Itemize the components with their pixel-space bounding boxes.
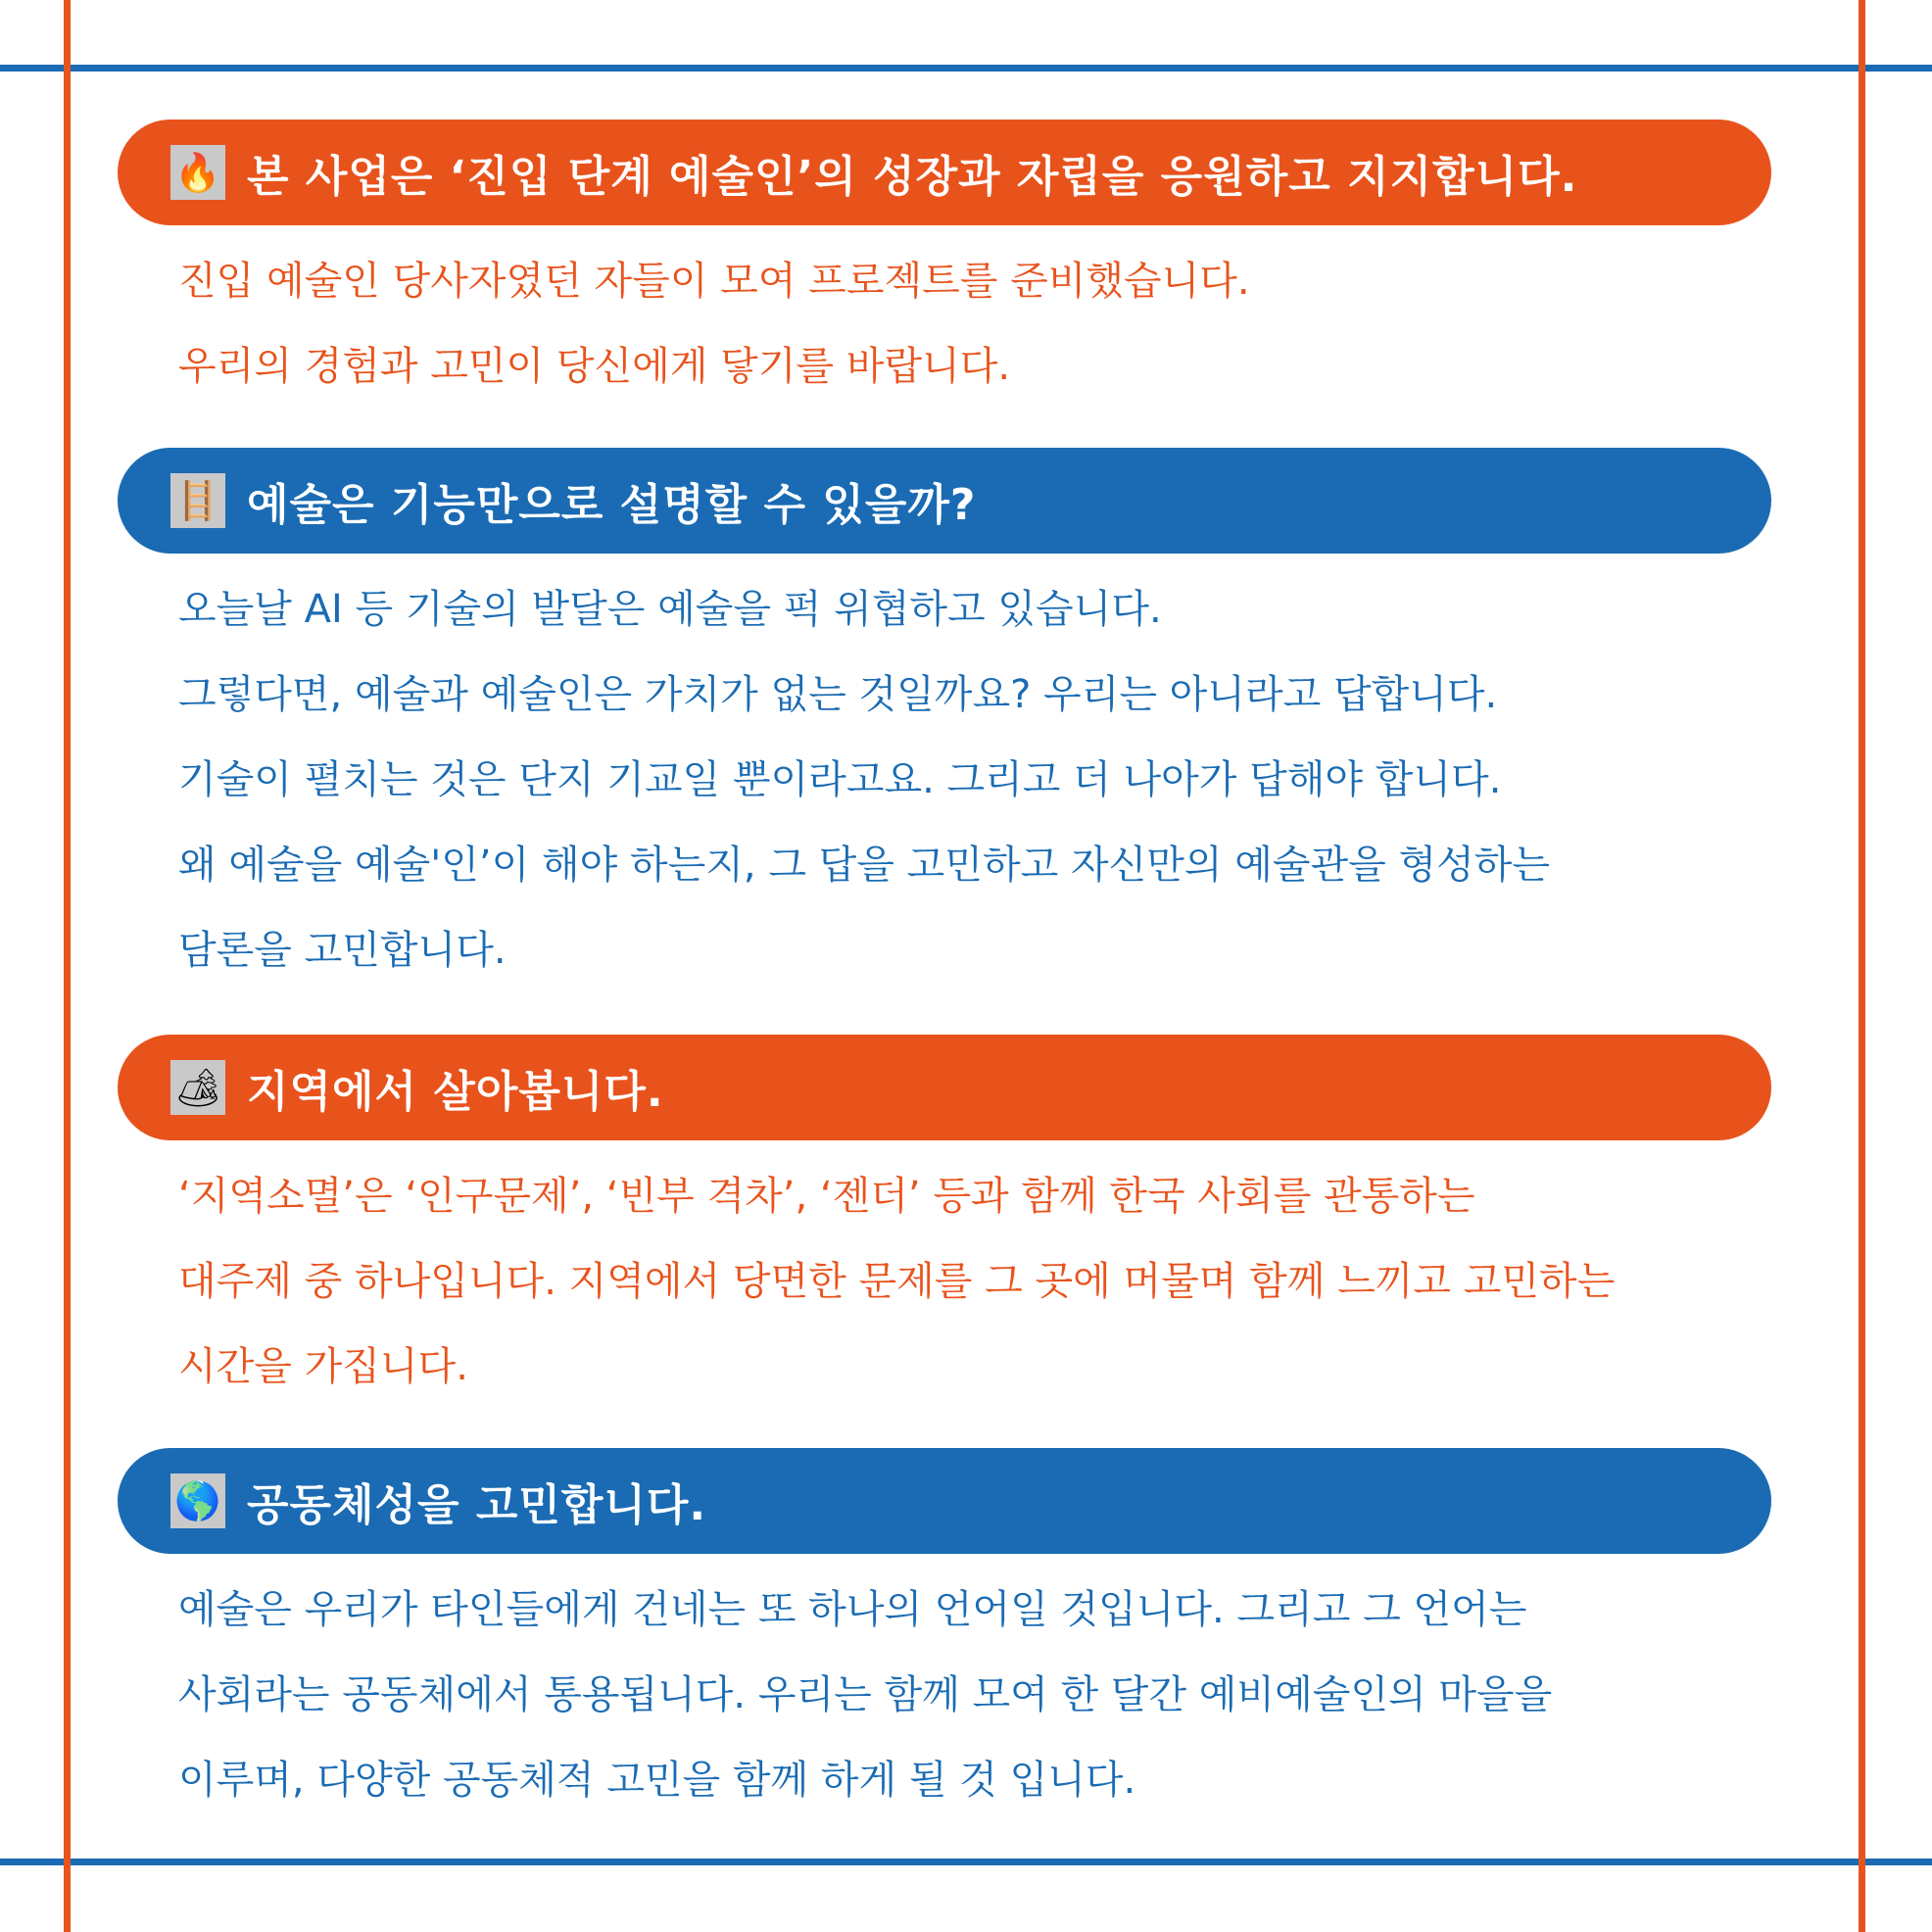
section-support <box>118 120 1771 410</box>
section-body <box>178 567 1771 993</box>
globe-icon: 🌎 <box>170 1473 225 1528</box>
body-line: 예술은 우리가 타인들에게 건네는 또 하나의 언어일 것입니다. 그리고 그 언어는 <box>178 1587 1527 1632</box>
section-title: 본 사업은 ‘진입 단계 예술인’의 성장과 자립을 응원하고 지지합니다. <box>247 152 1578 202</box>
body-line: 대주제 중 하나입니다. 지역에서 당면한 문제를 그 곳에 머물며 함께 느끼고 고민하는 <box>178 1259 1616 1304</box>
body-line: 그렇다면, 예술과 예술인은 가치가 없는 것일까요? 우리는 아니라고 답합니다. <box>178 672 1498 717</box>
section-title: 지역에서 살아봅니다. <box>247 1067 664 1117</box>
section-body <box>178 1154 1771 1410</box>
section-header <box>118 120 1771 225</box>
right-border-line <box>1859 0 1865 1932</box>
body-line: 우리의 경험과 고민이 당신에게 닿기를 바랍니다. <box>178 344 1011 389</box>
top-border-line <box>0 65 1932 72</box>
body-line: 담론을 고민합니다. <box>178 928 507 973</box>
body-line: 왜 예술을 예술'인’이 해야 하는지, 그 답을 고민하고 자신만의 예술관을 형성하는 <box>178 843 1551 888</box>
section-community <box>118 1448 1771 1823</box>
camping-icon: 🏕 <box>170 1060 225 1115</box>
body-line: 이루며, 다양한 공동체적 고민을 함께 하게 될 것 입니다. <box>178 1758 1136 1803</box>
ladder-icon: 🪜 <box>170 473 225 528</box>
section-body <box>178 1568 1771 1823</box>
body-line: 시간을 가집니다. <box>178 1344 468 1389</box>
section-header <box>118 1448 1771 1554</box>
section-local-living <box>118 1035 1771 1410</box>
section-title: 공동체성을 고민합니다. <box>247 1480 707 1530</box>
section-header <box>118 1035 1771 1140</box>
section-title: 예술은 기능만으로 설명할 수 있을까? <box>247 480 977 530</box>
bottom-border-line <box>0 1859 1932 1865</box>
section-art-function <box>118 448 1771 993</box>
section-header <box>118 448 1771 554</box>
body-line: 사회라는 공동체에서 통용됩니다. 우리는 함께 모여 한 달간 예비예술인의 마을을 <box>178 1672 1553 1717</box>
fire-icon: 🔥 <box>170 145 225 200</box>
body-line: 기술이 펼치는 것은 단지 기교일 뿐이라고요. 그리고 더 나아가 답해야 합니다. <box>178 757 1502 802</box>
left-border-line <box>64 0 71 1932</box>
body-line: 진입 예술인 당사자였던 자들이 모여 프로젝트를 준비했습니다. <box>178 259 1250 304</box>
body-line: ‘지역소멸’은 ‘인구문제’, ‘빈부 격차’, ‘젠더’ 등과 함께 한국 사회를 관통하는 <box>178 1174 1475 1219</box>
section-body <box>178 239 1771 410</box>
body-line: 오늘날 AI 등 기술의 발달은 예술을 퍽 위협하고 있습니다. <box>178 587 1162 632</box>
